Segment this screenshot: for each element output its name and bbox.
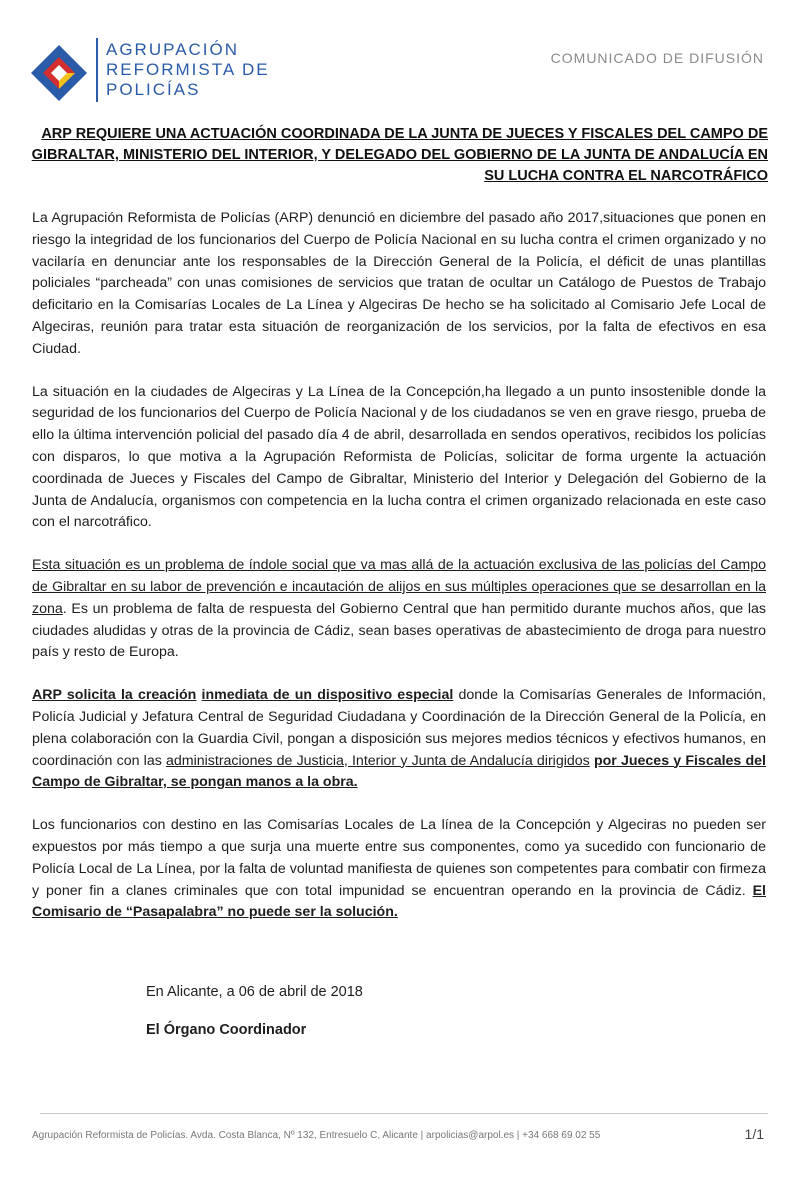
judges-phrase: por Jueces y Fiscales del Campo de Gibraltar, se pongan manos a la obra. [32,752,766,791]
paragraph-1: La Agrupación Reformista de Policías (ARP) denunció en diciembre del pasado año 2017,situaciones que ponen en riesgo la integridad de los funcionarios del Cuerpo de Policía Nacional en su lucha contra el crimen organizado y no vacilaría en denunciar ante los responsables de la Dirección General de la Policía, el déficit de unas plantillas policiales “parcheada” con unas comisiones de servicios que tratan de ocultar un Catálogo de Puestos de Trabajo deficitario en la Comisarías Locales de La Línea y Algeciras De hecho se ha solicitado al Comisario Jefe Local de Algeciras, reunión para tratar esta situación de reorganización de los servicios, por la falta de efectivos en esa Ciudad. [32,210,766,357]
organization-name [106,40,270,100]
footer-divider [40,1113,768,1114]
paragraph-2: La situación en la ciudades de Algeciras y La Línea de la Concepción,ha llegado a un punto insostenible donde la seguridad de los funcionarios del Cuerpo de Policía Nacional y de los ciudadanos se ven en grave riesgo, prueba de ello la última intervención policial del pasado día 4 de abril, desarrollada en sendos operativos, recibidos los policías con disparos, lo que motiva a la Agrupación Reformista de Policías, solicitar de forma urgente la actuación coordinada de Jueces y Fiscales del Campo de Gibraltar, Ministerio del Interior y Delegación del Gobierno de la Junta de Andalucía, organismos con competencia en la lucha contra el crimen organizado relacionada en este caso con el narcotráfico. [32,383,766,531]
press-release-body [32,208,766,945]
signing-organ: El Órgano Coordinador [146,1022,307,1038]
signature-block [146,984,363,1060]
letterhead [0,0,788,110]
underlined-statement: Esta situación es un problema de índole social que va mas allá de la actuación exclusiva de las policías del Campo de Gibraltar en su labor de prevención e incautación de alijos en sus múltiples operaciones que se desarrollan en la zona [32,557,766,617]
org-line-3: POLICÍAS [106,80,201,99]
arp-request-phrase: ARP solicita la creación [32,687,197,704]
closing-statement: El Comisario de “Pasapalabra” no puede ser la solución. [32,882,766,921]
paragraph-5: Los funcionarios con destino en las Comisarías Locales de La línea de la Concepción y Algeciras no pueden ser expuestos por más tiempo a que surja una muerte entre sus componentes, como ya sucedido con funcionario de Policía Local de La Línea, por la falta de voluntad manifiesta de quienes son competentes para combatir con firmeza y poner fin a clanes criminales que con total impunidad se encuentran operando en la provincia de Cádiz. El Comisario de “Pasapalabra” no puede ser la solución. [32,817,766,921]
place-date: En Alicante, a 06 de abril de 2018 [146,984,363,1000]
logo-divider [96,38,98,102]
paragraph-4: ARP solicita la creación inmediata de un dispositivo especial donde la Comisarías Generales de Información, Policía Judicial y Jefatura Central de Seguridad Ciudadana y Coordinación de la Dirección General de la Policía, en plena colaboración con la Guardia Civil, pongan a disposición sus mejores medios técnicos y efectivos humanos, en coordinación con las administraciones de Justicia, Interior y Junta de Andalucía dirigidos por Jueces y Fiscales del Campo de Gibraltar, se pongan manos a la obra. [32,687,766,791]
paragraph-3 [32,555,766,664]
administrations-phrase: administraciones de Justicia, Interior y Junta de Andalucía dirigidos [165,752,590,769]
paragraph-3-rest: . Es un problema de falta de respuesta del Gobierno Central que han permitido durante muchos años, que las ciudades aludidas y otras de la provincia de Cádiz, sean bases operativas de abastecimiento de droga para nuestro país y resto de Europa. [32,600,766,661]
footer-contact: Agrupación Reformista de Policías. Avda. Costa Blanca, Nº 132, Entresuelo C, Alicante | arpolicias@arpol.es | +34 668 69 02 55 [32,1130,601,1141]
special-device-phrase: inmediata de un dispositivo especial [201,687,454,704]
arp-logo-icon [30,44,88,102]
document-type: COMUNICADO DE DIFUSIÓN [550,50,764,66]
page-number: 1/1 [744,1126,764,1142]
org-line-2: REFORMISTA DE [106,60,270,79]
org-line-1: AGRUPACIÓN [106,40,240,59]
press-release-title: ARP REQUIERE UNA ACTUACIÓN COORDINADA DE LA JUNTA DE JUECES Y FISCALES DEL CAMPO DE GIBRALTAR, MINISTERIO DEL INTERIOR, Y DELEGADO DEL GOBIERNO DE LA JUNTA DE ANDALUCÍA EN SU LUCHA CONTRA EL NARCOTRÁFICO [31,126,768,184]
